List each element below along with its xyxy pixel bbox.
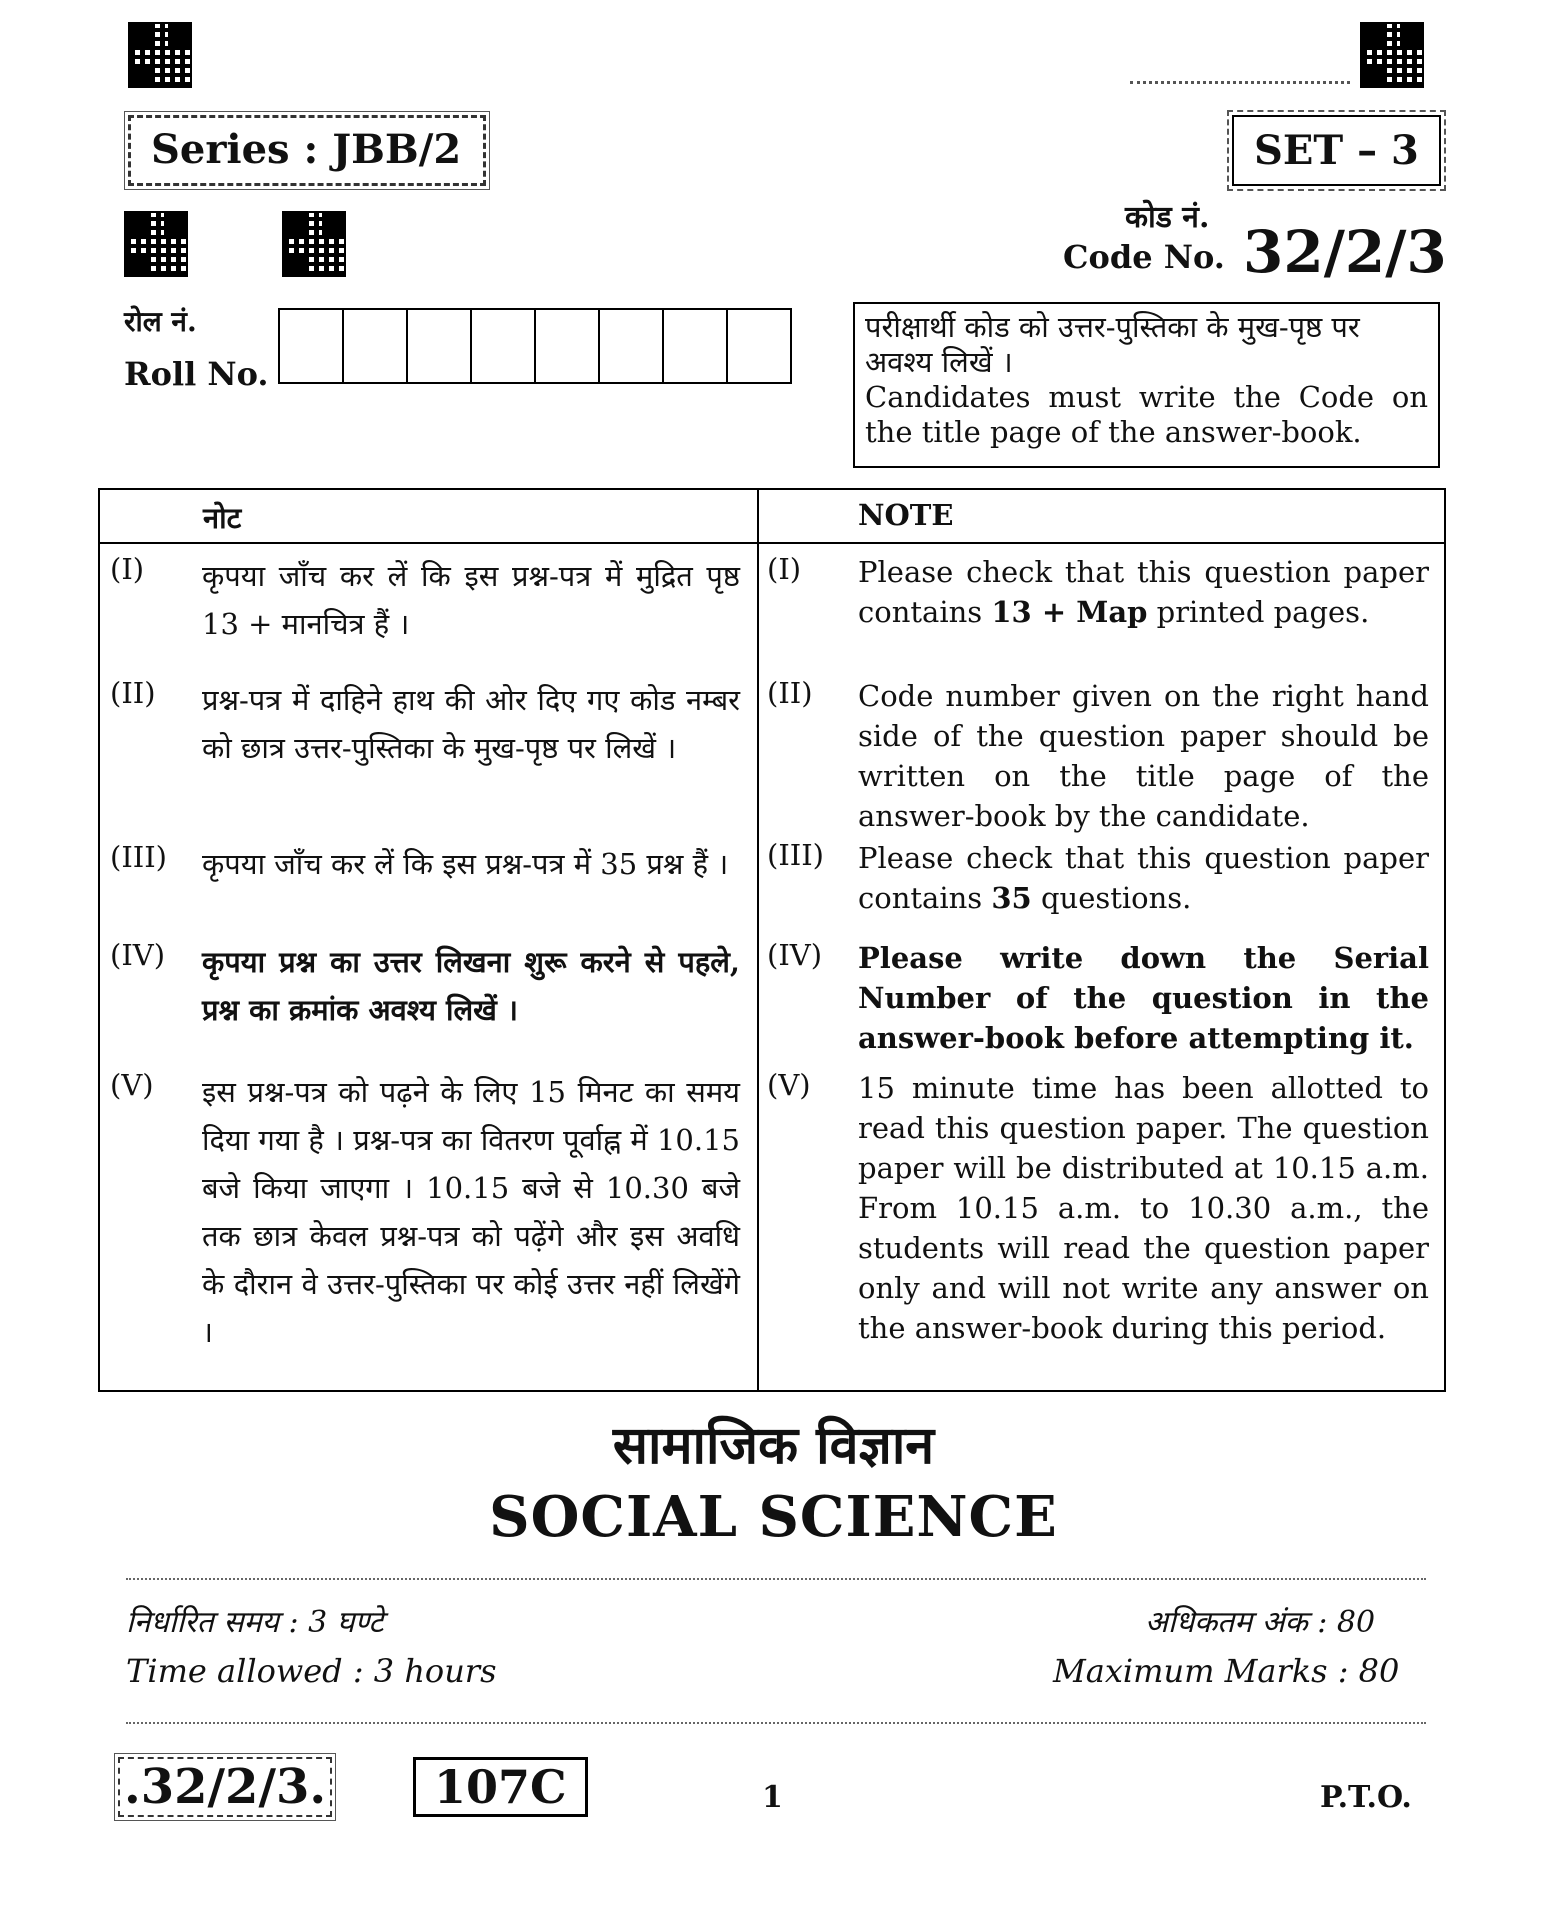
roll-digit-box[interactable] xyxy=(280,310,344,382)
note-table xyxy=(98,488,1446,1392)
note-item-number: (II) xyxy=(767,676,813,710)
note-item-hindi: कृपया जाँच कर लें कि इस प्रश्न-पत्र में 35 प्रश्न हैं । xyxy=(202,847,729,881)
paper-id-box: 107C xyxy=(413,1757,588,1817)
note-item-hindi: कृपया प्रश्न का उत्तर लिखना शुरू करने से पहले, प्रश्न का क्रमांक अवश्य लिखें । xyxy=(202,945,740,1027)
candidates-note-hindi: परीक्षार्थी कोड को उत्तर-पुस्तिका के मुख-पृष्ठ पर अवश्य लिखें । xyxy=(865,310,1360,379)
qr-code-icon xyxy=(130,24,190,86)
note-item-english: Please check that this question paper contains 35 questions. xyxy=(858,841,1429,915)
divider xyxy=(126,1722,1426,1724)
note-heading-english: NOTE xyxy=(858,498,954,532)
qr-code-icon xyxy=(284,213,344,275)
note-item-number: (III) xyxy=(110,840,167,874)
qr-code-icon xyxy=(126,213,186,275)
footer-code: .32/2/3. xyxy=(118,1757,332,1817)
subject-title-hindi: सामाजिक विज्ञान xyxy=(612,1415,935,1476)
note-item-number: (III) xyxy=(767,838,824,872)
note-item-hindi: प्रश्न-पत्र में दाहिने हाथ की ओर दिए गए कोड नम्बर को छात्र उत्तर-पुस्तिका के मुख-पृष्ठ पर लिखें । xyxy=(202,683,740,765)
code-value: 32/2/3 xyxy=(1243,218,1447,286)
note-item-english: Please check that this question paper contains 13 + Map printed pages. xyxy=(858,555,1429,629)
note-item-number: (I) xyxy=(767,552,802,586)
roll-label: Roll No. xyxy=(124,355,269,393)
note-item-english: Code number given on the right hand side of the question paper should be written on the title page of the answer-book by the candidate. xyxy=(858,679,1429,833)
roll-digit-box[interactable] xyxy=(728,310,790,382)
roll-digit-box[interactable] xyxy=(536,310,600,382)
note-item-number: (V) xyxy=(110,1068,154,1102)
note-heading-hindi: नोट xyxy=(203,501,242,535)
time-allowed-hindi: निर्धारित समय : 3 घण्टे xyxy=(126,1605,384,1640)
qr-code-icon xyxy=(1362,24,1422,86)
divider xyxy=(126,1578,1426,1580)
subject-title-english: SOCIAL SCIENCE xyxy=(489,1484,1058,1550)
code-label-hindi: कोड नं. xyxy=(1125,200,1210,235)
set-label: SET – 3 xyxy=(1232,115,1441,186)
roll-digit-box[interactable] xyxy=(344,310,408,382)
candidates-note-english: Candidates must write the Code on the title page of the answer-book. xyxy=(865,380,1428,449)
candidates-code-note xyxy=(853,302,1440,468)
roll-label-hindi: रोल नं. xyxy=(124,305,197,338)
note-item-english: Please write down the Serial Number of the question in the answer-book before attempting it. xyxy=(858,941,1429,1055)
roll-digit-box[interactable] xyxy=(600,310,664,382)
page-number: 1 xyxy=(762,1780,783,1815)
scan-line xyxy=(1130,81,1350,84)
note-item-english: 15 minute time has been allotted to read this question paper. The question paper will be distributed at 10.15 a.m. From 10.15 a.m. to 10.30 a.m., the students will read the question paper only and will not write any answer on the answer-book during this period. xyxy=(858,1071,1429,1345)
series-label: Series : JBB/2 xyxy=(128,115,486,186)
time-allowed: Time allowed : 3 hours xyxy=(126,1652,497,1690)
note-item-number: (IV) xyxy=(767,938,823,972)
code-label: Code No. xyxy=(1063,238,1225,276)
note-item-hindi: इस प्रश्न-पत्र को पढ़ने के लिए 15 मिनट का समय दिया गया है । प्रश्न-पत्र का वितरण पूर्वाह्न में 10.15 बजे किया जाएगा । 10.15 बजे से 10.30 बजे तक छात्र केवल प्रश्न-पत्र को पढ़ेंगे और इस अवधि के दौरान वे उत्तर-पुस्तिका पर कोई उत्तर नहीं लिखेंगे । xyxy=(202,1075,740,1349)
note-item-number: (V) xyxy=(767,1068,811,1102)
note-item-number: (II) xyxy=(110,676,156,710)
maximum-marks: Maximum Marks : 80 xyxy=(1053,1652,1400,1690)
pto-label: P.T.O. xyxy=(1320,1780,1412,1815)
note-item-hindi: कृपया जाँच कर लें कि इस प्रश्न-पत्र में मुद्रित पृष्ठ 13 + मानचित्र हैं । xyxy=(202,559,740,641)
maximum-marks-hindi: अधिकतम अंक : 80 xyxy=(1145,1605,1376,1640)
note-item-number: (IV) xyxy=(110,938,166,972)
roll-digit-box[interactable] xyxy=(472,310,536,382)
note-item-number: (I) xyxy=(110,552,145,586)
roll-number-boxes[interactable] xyxy=(278,308,792,384)
roll-digit-box[interactable] xyxy=(408,310,472,382)
roll-digit-box[interactable] xyxy=(664,310,728,382)
